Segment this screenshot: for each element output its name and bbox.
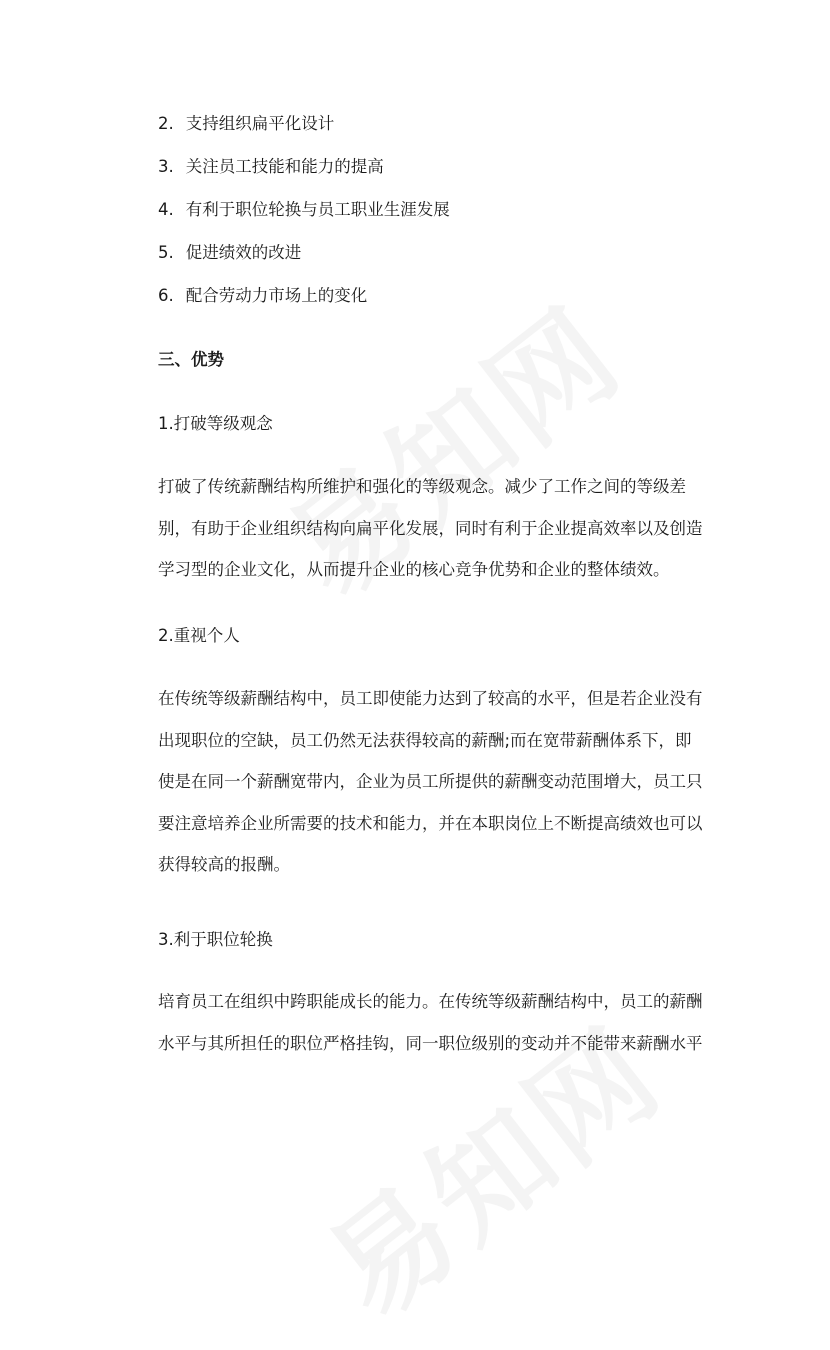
list-item [158, 284, 367, 308]
paragraph-line: 水平与其所担任的职位严格挂钩，同一职位级别的变动并不能带来薪酬水平 [158, 1033, 703, 1053]
list-item [158, 112, 334, 136]
paragraph-line: 使是在同一个薪酬宽带内，企业为员工所提供的薪酬变动范围增大，员工只 [158, 772, 703, 791]
subsection-title: 1.打破等级观念 [158, 414, 273, 433]
list-item-text: 促进绩效的改进 [185, 243, 302, 262]
section-heading: 三、优势 [158, 350, 224, 369]
list-item-number: 3. [158, 157, 174, 176]
list-item-text: 配合劳动力市场上的变化 [185, 286, 368, 305]
subsection-title: 3.利于职位轮换 [158, 930, 273, 949]
paragraph-line: 获得较高的报酬。 [158, 855, 290, 874]
list-item-text: 有利于职位轮换与员工职业生涯发展 [185, 200, 450, 219]
list-item [158, 241, 301, 265]
list-item-text: 关注员工技能和能力的提高 [185, 157, 384, 176]
subsection-title: 2.重视个人 [158, 626, 240, 645]
paragraph-line: 打破了传统薪酬结构所维护和强化的等级观念。减少了工作之间的等级差 [158, 477, 686, 496]
paragraph-line: 要注意培养企业所需要的技术和能力，并在本职岗位上不断提高绩效也可以 [158, 813, 703, 833]
paragraph [158, 475, 718, 600]
paragraph-line: 培育员工在组织中跨职能成长的能力。在传统等级薪酬结构中，员工的薪酬 [158, 992, 703, 1011]
paragraph-line: 别，有助于企业组织结构向扁平化发展，同时有利于企业提高效率以及创造 [158, 518, 703, 538]
list-item-number: 2. [158, 114, 174, 133]
list-item [158, 155, 384, 179]
list-item-number: 4. [158, 200, 174, 219]
paragraph-line: 出现职位的空缺，员工仍然无法获得较高的薪酬;而在宽带薪酬体系下，即 [158, 730, 692, 750]
list-item-number: 5. [158, 243, 174, 262]
paragraph-line: 学习型的企业文化，从而提升企业的核心竞争优势和企业的整体绩效。 [158, 560, 670, 579]
paragraph [158, 990, 718, 1073]
paragraph [158, 687, 718, 895]
list-item [158, 198, 450, 222]
paragraph-line: 在传统等级薪酬结构中，员工即使能力达到了较高的水平，但是若企业没有 [158, 689, 703, 708]
list-item-number: 6. [158, 286, 174, 305]
list-item-text: 支持组织扁平化设计 [185, 114, 335, 133]
